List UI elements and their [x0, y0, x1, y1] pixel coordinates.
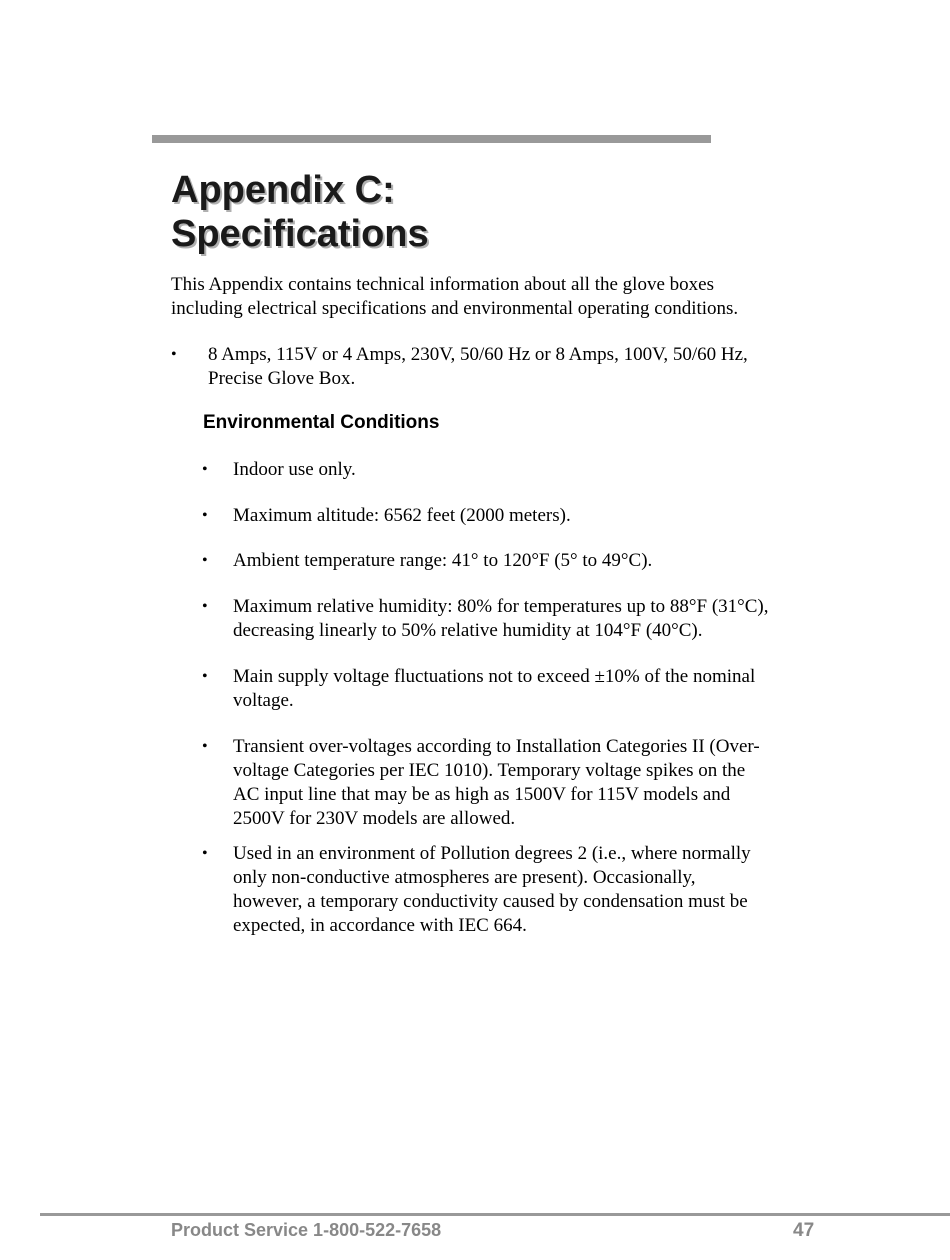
bullet-marker: •: [202, 845, 208, 862]
bullet-line: voltage.: [233, 690, 294, 711]
title-line-2: Specifications: [171, 213, 429, 255]
env-item-pollution: [202, 842, 822, 938]
bullet-text: [233, 458, 822, 482]
intro-line-1: This Appendix contains technical information about all the glove boxes: [171, 274, 714, 295]
bullet-line: only non-conductive atmospheres are present). Occasionally,: [233, 867, 696, 888]
bullet-marker: •: [202, 738, 208, 755]
env-item-altitude: [202, 504, 822, 528]
bullet-text: [233, 665, 822, 713]
title-line-1: Appendix C:: [171, 169, 395, 211]
footer-page-number: 47: [793, 1220, 815, 1241]
bullet-line: however, a temporary conductivity caused by condensation must be: [233, 891, 748, 912]
bullet-marker: •: [202, 598, 208, 615]
bullet-line: expected, in accordance with IEC 664.: [233, 915, 527, 936]
bullet-line: 8 Amps, 115V or 4 Amps, 230V, 50/60 Hz or 8 Amps, 100V, 50/60 Hz,: [208, 344, 748, 365]
footer-rule: [40, 1213, 950, 1216]
bullet-line: Maximum relative humidity: 80% for temperatures up to 88°F (31°C),: [233, 596, 769, 617]
env-item-voltage-fluctuation: [202, 665, 822, 713]
intro-line-2: including electrical specifications and environmental operating conditions.: [171, 298, 739, 319]
bullet-text: [233, 735, 822, 831]
bullet-line: Precise Glove Box.: [208, 368, 356, 389]
env-item-humidity: [202, 595, 822, 643]
bullet-line: Main supply voltage fluctuations not to exceed ±10% of the nominal: [233, 666, 756, 687]
bullet-line: voltage Categories per IEC 1010). Temporary voltage spikes on the: [233, 760, 746, 781]
bullet-line: Indoor use only.: [233, 459, 356, 480]
bullet-line: Ambient temperature range: 41° to 120°F (5° to 49°C).: [233, 550, 653, 571]
bullet-marker: •: [202, 461, 208, 478]
bullet-line: 2500V for 230V models are allowed.: [233, 808, 516, 829]
bullet-line: Used in an environment of Pollution degrees 2 (i.e., where normally: [233, 843, 751, 864]
bullet-line: Transient over-voltages according to Installation Categories II (Over-: [233, 736, 760, 757]
power-spec-bullet: [171, 343, 831, 391]
page-title: [171, 168, 429, 256]
bullet-text: [233, 842, 822, 938]
environmental-conditions-heading: Environmental Conditions: [203, 412, 440, 433]
intro-paragraph: [171, 273, 831, 321]
bullet-marker: •: [202, 552, 208, 569]
bullet-marker: •: [202, 668, 208, 685]
bullet-marker: •: [202, 507, 208, 524]
header-rule: [152, 135, 711, 143]
env-item-transient-overvoltage: [202, 735, 822, 831]
bullet-text: [208, 343, 831, 391]
bullet-text: [233, 504, 822, 528]
bullet-text: [233, 595, 822, 643]
bullet-text: [233, 549, 822, 573]
env-item-indoor: [202, 458, 822, 482]
bullet-line: decreasing linearly to 50% relative humidity at 104°F (40°C).: [233, 620, 703, 641]
footer-service-phone: Product Service 1-800-522-7658: [171, 1220, 442, 1240]
bullet-marker: •: [171, 346, 177, 363]
bullet-line: Maximum altitude: 6562 feet (2000 meters).: [233, 505, 571, 526]
bullet-line: AC input line that may be as high as 1500V for 115V models and: [233, 784, 731, 805]
env-item-temperature: [202, 549, 822, 573]
